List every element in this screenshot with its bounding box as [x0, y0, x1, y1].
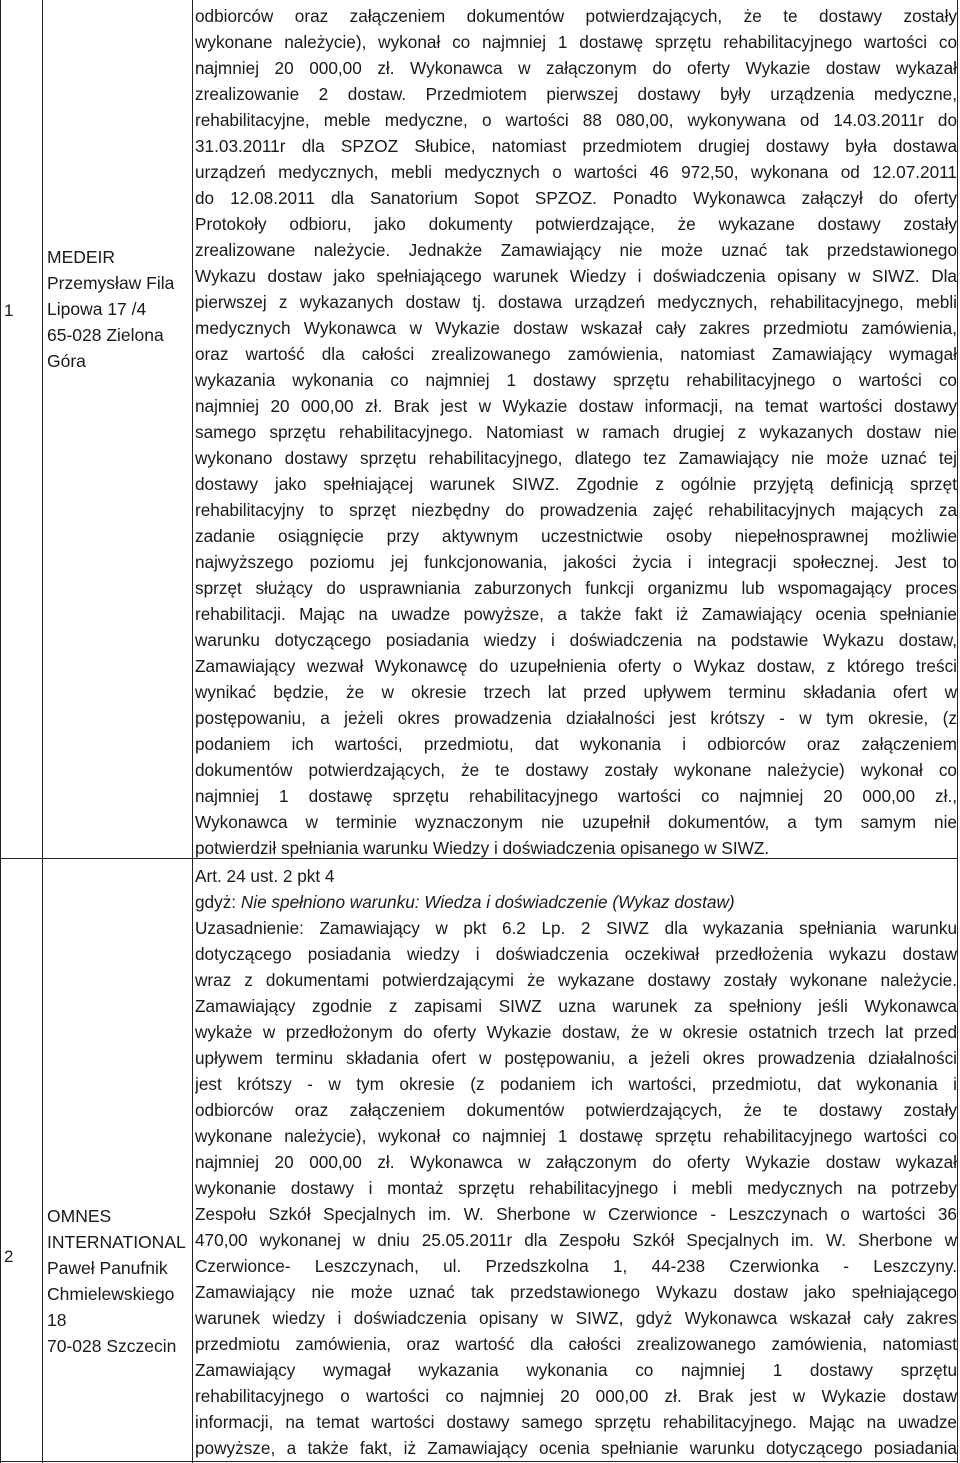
text-line-content: dokumentów potwierdzających, że te dostawy zostały wykonane należycie) wykonał co — [195, 760, 957, 780]
text-line-content: gdyż: — [195, 892, 241, 912]
text-line-content: potwierdził spełniania warunku Wiedzy i doświadczenia opisanego w SIWZ. — [195, 838, 770, 858]
text-line-content: Zamawiający wezwał Wykonawcę do uzupełnienia oferty o Wykaz dostaw, z którego treści — [195, 656, 957, 676]
text-line — [195, 1175, 957, 1201]
text-line — [195, 393, 957, 419]
text-line — [195, 809, 957, 835]
text-line-content: odbiorców oraz załączeniem dokumentów potwierdzających, że te dostawy zostały — [195, 1100, 957, 1120]
text-line-content: Zamawiający wymagał wykazania wykonania co najmniej 1 dostawy sprzętu — [195, 1360, 957, 1380]
text-line — [195, 1227, 957, 1253]
text-line — [195, 471, 957, 497]
text-line-content: urządzeń medycznych, mebli medycznych o wartości 46 972,50, wykonana od 12.07.2011 — [195, 162, 957, 182]
text-line — [195, 1435, 957, 1461]
contractor-info-line: 65-028 Zielona — [47, 325, 164, 345]
text-line-content: najwyższego poziomu jej funkcjonowania, jakości życia i integracji społecznej. Jest to — [195, 552, 957, 572]
text-line — [195, 1357, 957, 1383]
contractor-info — [47, 244, 197, 374]
text-line — [195, 523, 957, 549]
text-line-content: przedmiotu zamówienia, oraz wartość dla całości zrealizowanego zamówienia, natomiast — [195, 1334, 957, 1354]
contractor-info-line: INTERNATIONAL — [47, 1232, 186, 1252]
text-line — [195, 835, 957, 861]
text-line — [195, 315, 957, 341]
text-line-content: medycznych Wykonawca w Wykazie dostaw wskazał cały zakres przedmiotu zamówienia, — [195, 318, 957, 338]
text-line-emphasis: Nie spełniono warunku: Wiedza i doświadczenie (Wykaz dostaw) — [240, 892, 735, 912]
text-line — [195, 81, 957, 107]
text-line-content: oraz wartość dla całości zrealizowanego zamówienia, natomiast Zamawiający wymagał — [195, 344, 957, 364]
text-line-content: wraz z dokumentami potwierdzającymi że wykazane dostawy zostały wykonane należycie. — [195, 970, 957, 990]
text-line — [195, 575, 957, 601]
contractor-info-line: 70-028 Szczecin — [47, 1336, 177, 1356]
text-line — [195, 1045, 957, 1071]
text-line-content: pierwszej z wykazanych dostaw tj. dostawa urządzeń medycznych, rehabilitacyjnego, mebli — [195, 292, 957, 312]
text-line-content: wykonane należycie), wykonał co najmniej 1 dostawę sprzętu rehabilitacyjnego wartości co — [195, 1126, 957, 1146]
text-line-content: dotyczącego posiadania wiedzy i doświadczenia oczekiwał przedłożenia wykazu dostaw — [195, 944, 957, 964]
contractor-info-line: MEDEIR — [47, 247, 116, 267]
text-line-content: zrealizowanie 2 dostaw. Przedmiotem pierwszej dostawy były urządzenia medyczne, — [195, 84, 957, 104]
text-line-content: podaniem ich wartości, przedmiotu, dat wykonania i odbiorców oraz załączeniem — [195, 734, 957, 754]
text-line — [195, 889, 957, 915]
contractor-info-line: Góra — [47, 351, 86, 371]
text-line-content: samego sprzętu rehabilitacyjnego. Natomiast w ramach drugiej z wykazanych dostaw nie — [195, 422, 957, 442]
text-line-content: najmniej 20 000,00 zł. Brak jest w Wykazie dostaw informacji, na temat wartości dostawy — [195, 396, 957, 416]
text-line — [195, 419, 957, 445]
contractor-info-line: Przemysław Fila — [47, 273, 175, 293]
text-line-content: powyższe, a także fakt, iż Zamawiający ocenia spełnianie warunku dotyczącego posiadania — [195, 1438, 957, 1458]
text-line — [195, 1253, 957, 1279]
text-line — [195, 1383, 957, 1409]
text-line — [195, 731, 957, 757]
text-line-content: 31.03.2011r dla SPZOZ Słubice, natomiast przedmiotem drugiej dostawy była dostawa — [195, 136, 957, 156]
contractor-info-line: Paweł Panufnik — [47, 1258, 168, 1278]
text-line — [195, 289, 957, 315]
table-border-left — [0, 0, 1, 1463]
text-line-content: wykazania wykonania co najmniej 1 dostawy sprzętu rehabilitacyjnego o wartości co — [195, 370, 957, 390]
text-line — [195, 967, 957, 993]
text-line-content: Art. 24 ust. 2 pkt 4 — [195, 866, 335, 886]
text-line-content: Zamawiający nie może uznać tak przedstawionego Wykazu dostaw jako spełniającego — [195, 1282, 957, 1302]
text-line — [195, 1201, 957, 1227]
text-line — [195, 445, 957, 471]
text-line — [195, 3, 957, 29]
text-line-content: sprzęt służący do usprawniania zaburzonych funkcji organizmu lub wspomagający proces — [195, 578, 957, 598]
text-line-content: zrealizowane należycie. Jednakże Zamawiający nie może uznać tak przedstawionego — [195, 240, 957, 260]
text-line — [195, 783, 957, 809]
text-line-content: rehabilitacyjnego o wartości co najmniej 20 000,00 zł. Brak jest w Wykazie dostaw — [195, 1386, 957, 1406]
text-line-content: informacji, na temat wartości dostawy samego sprzętu rehabilitacyjnego. Mając na uwadze — [195, 1412, 957, 1432]
text-line — [195, 1409, 957, 1435]
text-line — [195, 367, 957, 393]
text-line — [195, 627, 957, 653]
text-line-content: najmniej 1 dostawę sprzętu rehabilitacyjnego wartości co najmniej 20 000,00 zł., — [195, 786, 957, 806]
text-line-content: Protokoły odbioru, jako dokumenty potwierdzające, że wykazane dostawy zostały — [195, 214, 957, 234]
column-divider-number — [42, 0, 43, 1463]
text-line-content: Czerwionce- Leszczynach, ul. Przedszkolna 1, 44-238 Czerwionka - Leszczyny. — [195, 1256, 957, 1276]
contractor-info-line: Chmielewskiego — [47, 1284, 175, 1304]
table-border-bottom — [0, 1461, 958, 1462]
text-line-content: 470,00 wykonanej w dniu 25.05.2011r dla Zespołu Szkół Specjalnych im. W. Sherbone w — [195, 1230, 957, 1250]
text-line — [195, 915, 957, 941]
text-line — [195, 55, 957, 81]
text-line-content: rehabilitacji. Mając na uwadze powyższe, a także fakt iż Zamawiający ocenia spełnianie — [195, 604, 957, 624]
text-line-content: odbiorców oraz załączeniem dokumentów potwierdzających, że te dostawy zostały — [195, 6, 957, 26]
text-line-content: najmniej 20 000,00 zł. Wykonawca w załączonym do oferty Wykazie dostaw wykazał — [195, 1152, 957, 1172]
text-line-content: dostawy jako spełniającej warunek SIWZ. Zgodnie z ogólnie przyjętą definicją sprzęt — [195, 474, 957, 494]
text-line-content: wykonanie dostawy i montaż sprzętu rehabilitacyjnego i mebli medycznych na potrzeby — [195, 1178, 957, 1198]
text-line — [195, 237, 957, 263]
text-line — [195, 993, 957, 1019]
text-line-content: wykonano dostawy sprzętu rehabilitacyjnego, dlatego tez Zamawiający nie może uznać tej — [195, 448, 957, 468]
contractor-info-line: OMNES — [47, 1206, 112, 1226]
text-line — [195, 107, 957, 133]
text-line-content: wykonane należycie), wykonał co najmniej 1 dostawę sprzętu rehabilitacyjnego wartości co — [195, 32, 957, 52]
text-line — [195, 263, 957, 289]
text-line-content: Wykonawca w terminie wyznaczonym nie uzupełnił dokumentów, a tym samym nie — [195, 812, 957, 832]
text-line — [195, 341, 957, 367]
text-line-content: zadanie osiągnięcie przy aktywnym uczestnictwie osoby niepełnosprawnej możliwie — [195, 526, 957, 546]
text-line-content: warunku dotyczącego posiadania wiedzy i doświadczenia na podstawie Wykazu dostaw, — [195, 630, 957, 650]
text-line-content: warunek wiedzy i doświadczenia opisany w SIWZ, gdyż Wykonawca wskazał cały zakres — [195, 1308, 957, 1328]
text-line — [195, 29, 957, 55]
text-line — [195, 497, 957, 523]
text-line-content: Wykazu dostaw jako spełniającego warunek Wiedzy i doświadczenia opisany w SIWZ. Dla — [195, 266, 957, 286]
text-line — [195, 653, 957, 679]
text-line — [195, 133, 957, 159]
text-line-content: Zespołu Szkół Specjalnych im. W. Sherbone w Czerwionce - Leszczynach o wartości 36 — [195, 1204, 957, 1224]
text-line — [195, 941, 957, 967]
text-line — [195, 1123, 957, 1149]
text-line — [195, 757, 957, 783]
text-line — [195, 1149, 957, 1175]
text-line — [195, 159, 957, 185]
contractor-info — [47, 1203, 197, 1359]
contractor-info-line: Lipowa 17 /4 — [47, 299, 147, 319]
text-line — [195, 705, 957, 731]
text-line-content: upływem terminu składania ofert w postępowaniu, a jeżeli okres prowadzenia działalności — [195, 1048, 957, 1068]
row-number: 2 — [4, 1247, 14, 1266]
text-line — [195, 1097, 957, 1123]
text-line — [195, 211, 957, 237]
text-line — [195, 549, 957, 575]
justification-text — [195, 863, 957, 1461]
text-line-content: rehabilitacyjne, meble medyczne, o wartości 88 080,00, wykonywana od 14.03.2011r do — [195, 110, 957, 130]
row-number: 1 — [4, 301, 14, 320]
text-line — [195, 679, 957, 705]
text-line — [195, 1305, 957, 1331]
text-line — [195, 1279, 957, 1305]
text-line-content: do 12.08.2011 dla Sanatorium Sopot SPZOZ. Ponadto Wykonawca załączył do oferty — [195, 188, 957, 208]
text-line-content: postępowaniu, a jeżeli okres prowadzenia działalności jest krótszy - w tym okresie, (z — [195, 708, 957, 728]
text-line-content: najmniej 20 000,00 zł. Wykonawca w załączonym do oferty Wykazie dostaw wykazał — [195, 58, 957, 78]
text-line — [195, 1019, 957, 1045]
text-line-content: Zamawiający zgodnie z zapisami SIWZ uzna warunek za spełniony jeśli Wykonawca — [195, 996, 957, 1016]
contractor-info-line: 18 — [47, 1310, 67, 1330]
text-line — [195, 863, 957, 889]
justification-text — [195, 3, 957, 861]
table-border-right — [957, 0, 958, 1463]
text-line-content: rehabilitacyjny to sprzęt niezbędny do prowadzenia zajęć rehabilitacyjnych mających za — [195, 500, 957, 520]
text-line — [195, 1071, 957, 1097]
text-line — [195, 601, 957, 627]
text-line-content: jest krótszy - w tym okresie (z podaniem ich wartości, przedmiotu, dat wykonania i — [195, 1074, 957, 1094]
text-line — [195, 1331, 957, 1357]
text-line-content: Uzasadnienie: Zamawiający w pkt 6.2 Lp. 2 SIWZ dla wykazania spełniania warunku — [195, 918, 957, 938]
text-line-content: wynikać będzie, że w okresie trzech lat przed upływem terminu składania ofert w — [195, 682, 957, 702]
text-line — [195, 185, 957, 211]
text-line-content: wykaże w przedłożonym do oferty Wykazie dostaw, że w okresie ostatnich trzech lat przed — [195, 1022, 957, 1042]
